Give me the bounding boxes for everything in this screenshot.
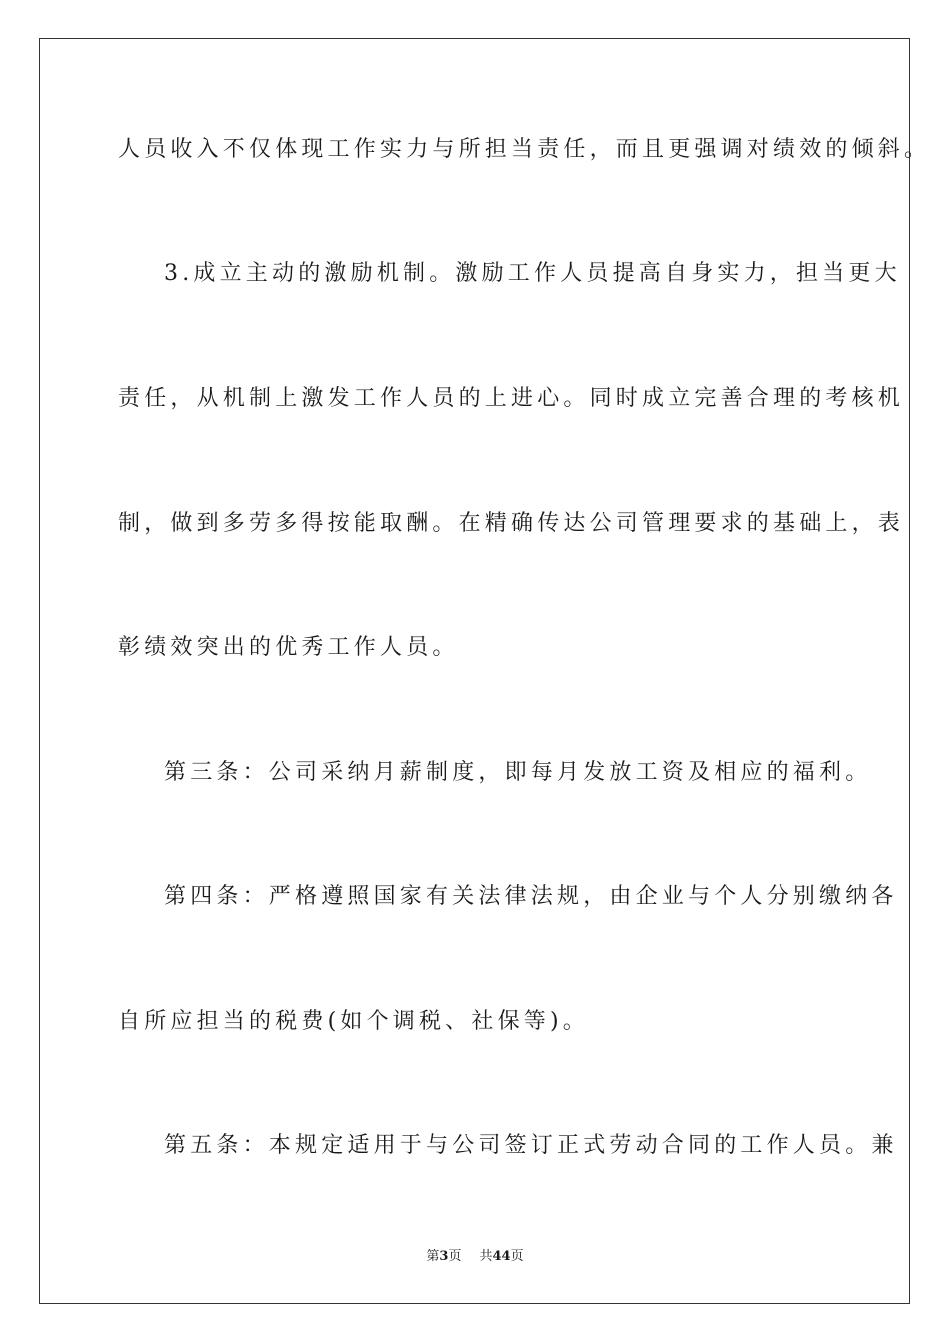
footer-page-suffix: 页 <box>448 1249 462 1264</box>
body-line-1: 人员收入不仅体现工作实力与所担当责任，而且更强调对绩效的倾斜。 <box>118 137 931 162</box>
body-line-2: 3.成立主动的激励机制。激励工作人员提高自身实力，担当更大 <box>164 261 901 286</box>
body-line-8: 自所应担当的税费(如个调税、社保等)。 <box>118 1009 589 1034</box>
body-line-7: 第四条：严格遵照国家有关法律法规，由企业与个人分别缴纳各 <box>164 884 898 909</box>
page-border <box>39 38 931 1304</box>
body-line-4: 制，做到多劳多得按能取酬。在精确传达公司管理要求的基础上，表 <box>118 511 905 536</box>
page-footer <box>0 1248 950 1266</box>
body-line-9: 第五条：本规定适用于与公司签订正式劳动合同的工作人员。兼 <box>164 1133 898 1158</box>
footer-page-number: 3 <box>439 1249 449 1264</box>
footer-total-pages: 44 <box>492 1249 511 1264</box>
body-line-6: 第三条：公司采纳月薪制度，即每月发放工资及相应的福利。 <box>164 760 872 785</box>
footer-total-suffix: 页 <box>510 1249 524 1264</box>
body-line-3: 责任，从机制上激发工作人员的上进心。同时成立完善合理的考核机 <box>118 386 905 411</box>
body-line-5: 彰绩效突出的优秀工作人员。 <box>118 635 459 660</box>
footer-page-prefix: 第 <box>426 1249 440 1264</box>
footer-total-prefix: 共 <box>479 1249 493 1264</box>
